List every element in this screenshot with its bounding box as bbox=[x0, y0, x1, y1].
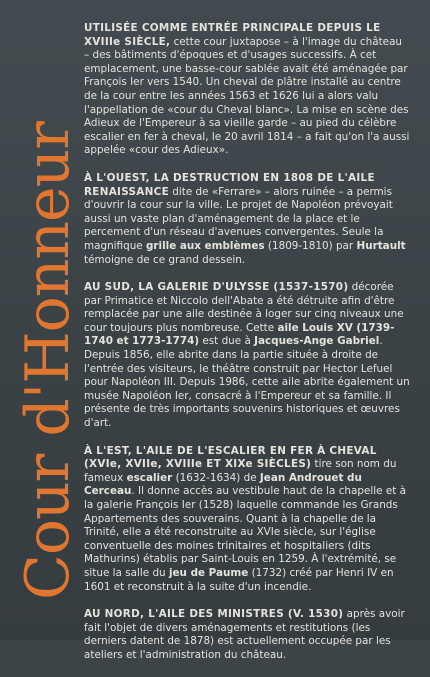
paragraph-heading: UTILISÉE COMME ENTRÉE PRINCIPALE DEPUIS LE XVIIIe SIÈCLE, bbox=[84, 22, 381, 48]
bold-text: Jean Androuet du Cerceau bbox=[84, 471, 362, 498]
paragraph-text: témoigne de ce grand dessein. bbox=[84, 253, 246, 266]
paragraph-heading: À L'OUEST, LA DESTRUCTION EN 1808 DE L'AILE RENAISSANCE bbox=[84, 171, 375, 198]
paragraph bbox=[84, 281, 410, 431]
bold-text: escalier bbox=[126, 471, 173, 484]
paragraph-heading: AU SUD, LA GALERIE D'ULYSSE (1537-1570) bbox=[84, 281, 349, 294]
paragraph-text: tire son nom du fameux bbox=[84, 458, 397, 484]
paragraph-text: après avoir fait l'objet de divers aménagements et restitutions (les derniers datent de 1878) est actuellement occupée par les ateliers et l'administration du château. bbox=[84, 608, 405, 661]
paragraph-text: . Depuis 1856, elle abrite dans la partie située à droite de l'entrée des visiteurs, le théâtre construit par Hector Lefuel pour Napoléon III. Depuis 1986, cette aile abrite également un musée Napoléon Ier, consacré à l'Empereur et sa famille. Il présente de très importants souvenirs historiques et œuvres d'art. bbox=[84, 335, 410, 430]
paragraph-text: (1809-1810) par bbox=[264, 239, 357, 252]
paragraph-text: (1632-1634) de bbox=[172, 471, 260, 484]
bold-text: aile Louis XV (1739-1740 et 1773-1774) bbox=[84, 321, 395, 348]
paragraph bbox=[84, 608, 410, 662]
paragraph-text: cette cour juxtapose – à l'image du château – des bâtiments d'époques et d'usages successifs. À cet emplacement, une basse-cour sablée avait été aménagée par François Ier vers 1540. Un cheval de plâtre installé au centre de la cour entre les années 1563 et 1626 lui a alors valu l'appellation de «cour du Cheval blanc». La mise en scène des Adieux de l'Empereur à sa vieille garde – au pied du célèbre escalier en fer à cheval, le 20 avril 1814 – a fait qu'on l'a aussi appelée «cour des Adieux». bbox=[84, 35, 410, 157]
paragraph-heading: AU NORD, L'AILE DES MINISTRES (V. 1530) bbox=[84, 608, 344, 621]
paragraph-text: . Il donne accès au vestibule haut de la chapelle et à la galerie François Ier (1528) laquelle commande les Grands Appartements des souverains. Quant à la chapelle de la Trinité, elle a été reconstruite au XVIe siècle, sur l'église conventuelle des moines trinitaires et hospitaliers (dits Mathurins) établis par Saint-Louis en 1259. À l'extrémité, se situe la salle du bbox=[84, 485, 406, 579]
bold-text: Jacques-Ange Gabriel bbox=[254, 335, 380, 348]
paragraph bbox=[84, 172, 410, 267]
paragraph-heading: À L'EST, L'AILE DE L'ESCALIER EN FER À CHEVAL (XVIe, XVIIe, XVIIIe ET XIXe SIÈCLES) bbox=[84, 444, 377, 471]
bold-text: grille aux emblèmes bbox=[145, 239, 265, 252]
text-content bbox=[84, 22, 410, 677]
paragraph-text: décorée par Primatice et Niccolo dell'Abate a été détruite afin d'être remplacée par une aile destinée à loger sur cinq niveaux une cour toujours plus nombreuse. Cette bbox=[84, 281, 404, 334]
paragraph bbox=[84, 22, 410, 158]
paragraph-text: (1732) créé par Henri IV en 1601 et reconstruit à la suite d'un incendie. bbox=[84, 566, 394, 593]
paragraph-text: est due à bbox=[199, 335, 255, 348]
vertical-title: Cour d'Honneur bbox=[13, 122, 83, 600]
bold-text: jeu de Paume bbox=[168, 566, 249, 579]
bold-text: Hurtault bbox=[356, 239, 406, 252]
paragraph bbox=[84, 445, 410, 595]
paragraph-text: dite de «Ferrare» – alors ruinée – a permis d'ouvrir la cour sur la ville. Le projet de Napoléon prévoyait aussi un vaste plan d'aménagement de la place et le percement d'un réseau d'avenues convergentes. Seule la magnifique bbox=[84, 185, 393, 252]
